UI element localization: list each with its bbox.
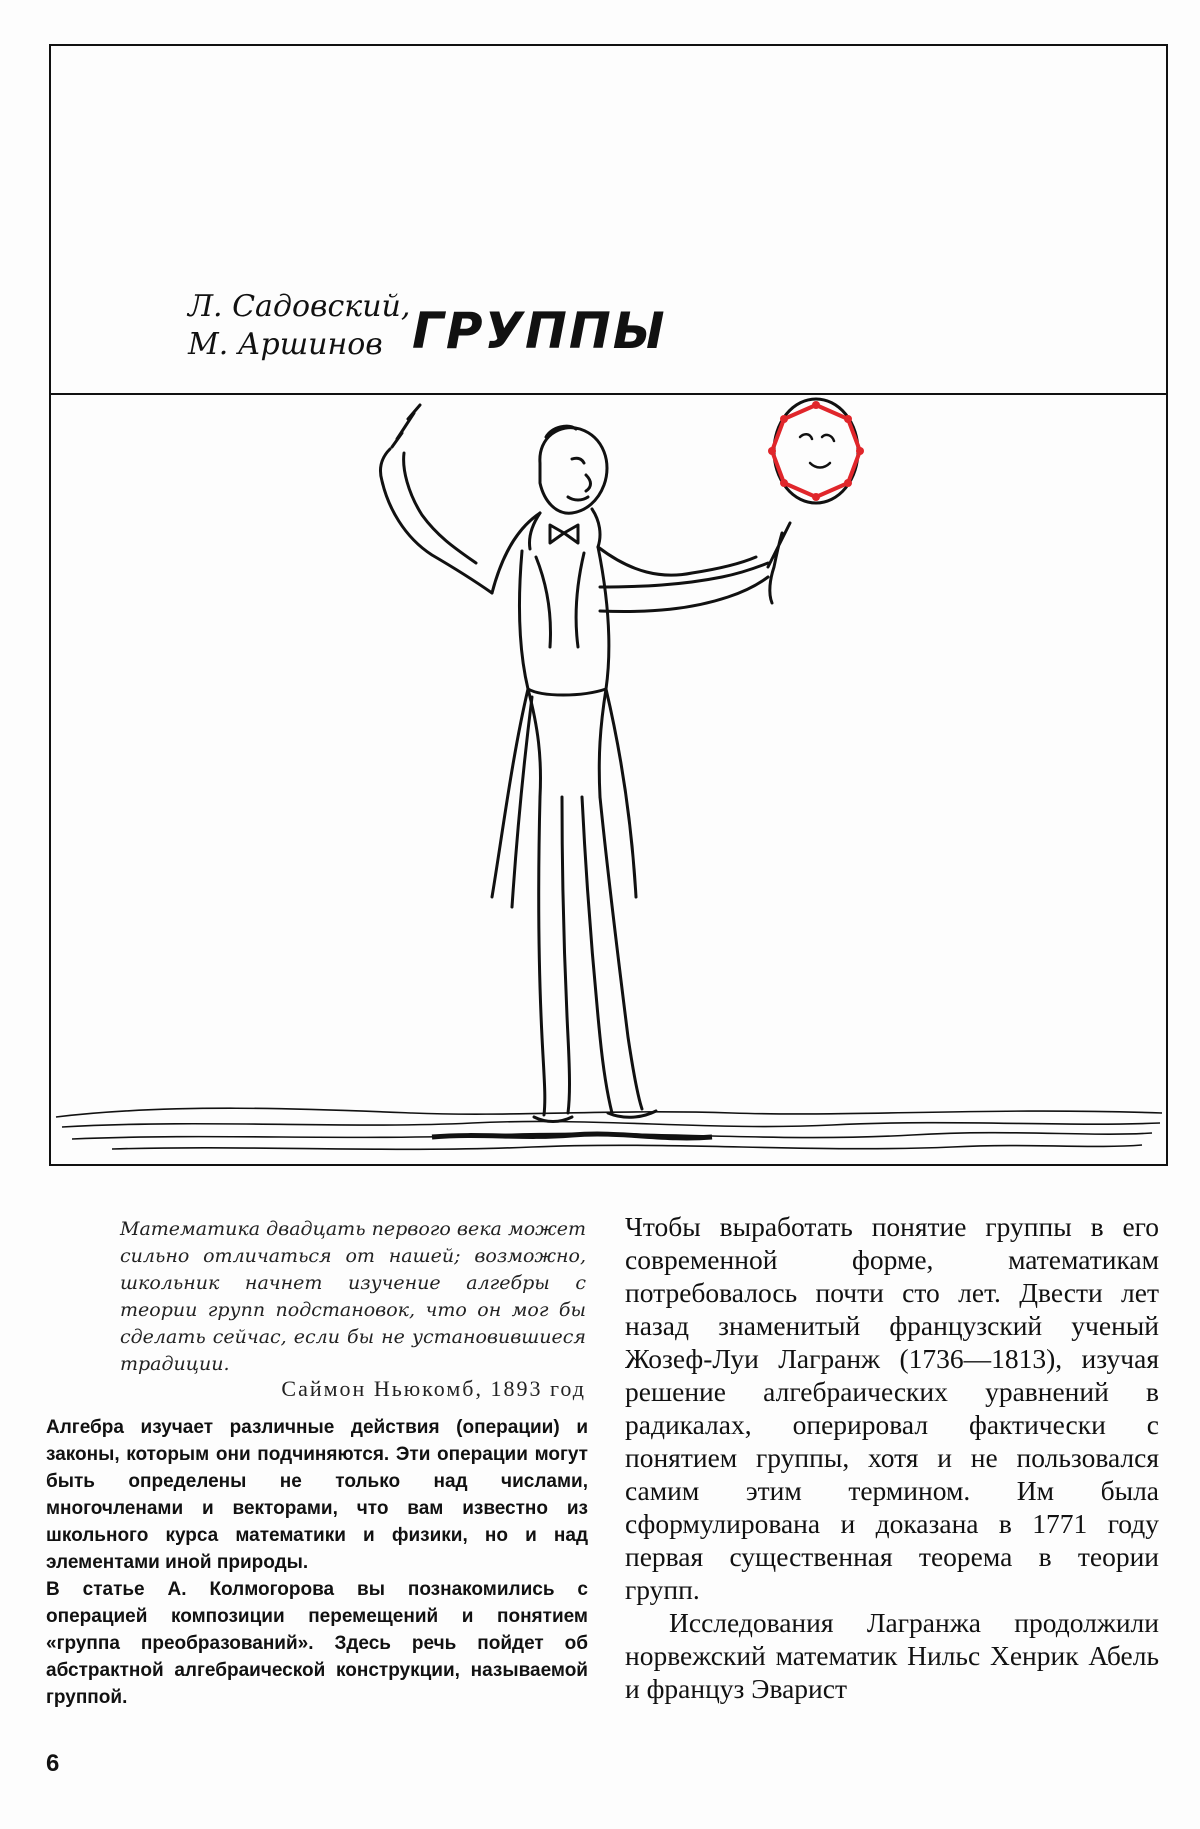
raised-arm <box>380 449 492 593</box>
article-title: ГРУППЫ <box>412 302 667 360</box>
outstretched-arm <box>600 563 768 611</box>
bow-tie <box>550 525 578 543</box>
body-paragraph-2: Исследования Лагранжа продолжили норвежский математик Нильс Хенрик Абель и француз Эварист <box>625 1607 1159 1704</box>
right-leg <box>582 797 612 1113</box>
gentleman-with-mirror-illustration <box>52 397 1166 1163</box>
left-leg <box>539 797 545 1115</box>
body-paragraph-1: Чтобы выработать понятие группы в его современной форме, математикам потребовалось почти сто лет. Двести лет назад знаменитый французский ученый Жозеф-Луи Лагранж (1736—1813), изучая решение алгебраических уравнений в радикалах, оперировал фактически с понятием группы, хотя и не пользовался самим этим термином. Им была сформулирована и доказана в 1771 году первая существенная теорема в теории групп. <box>625 1211 1159 1605</box>
author-sadovsky: Л. Садовский, <box>188 289 411 324</box>
hand-mirror <box>768 399 864 503</box>
epigraph: Математика двадцать первого века может сильно отличаться от нашей; возможно, школьник начнет изучение алгебры с теории групп подстановок, что он мог бы сделать сейчас, если бы не установившиеся традиции. <box>120 1218 586 1375</box>
lead-paragraph-2: В статье А. Колмогорова вы познакомились с операцией композиции перемещений и понятием «группа преобразований». Здесь речь пойдет об абстрактной алгебраической конструкции, называемой группой. <box>46 1579 588 1708</box>
epigraph-attribution: Саймон Ньюкомб, 1893 год <box>281 1376 586 1401</box>
quill-stroke <box>392 405 420 447</box>
author-arshinov: М. Аршинов <box>188 327 383 362</box>
title-divider <box>49 393 1168 395</box>
page-number: 6 <box>46 1750 60 1777</box>
lead-paragraph <box>46 1414 588 1711</box>
lead-paragraph-1: Алгебра изучает различные действия (операции) и законы, которым они подчиняются. Эти операции могут быть определены не только над числами, многочленами и векторами, что вам известно из школьного курса математики и физики, но и над элементами иной природы. <box>46 1417 588 1573</box>
body-column <box>625 1210 1159 1705</box>
tailcoat <box>492 513 756 593</box>
mirror-handle <box>768 523 790 603</box>
article-authors <box>188 288 410 364</box>
